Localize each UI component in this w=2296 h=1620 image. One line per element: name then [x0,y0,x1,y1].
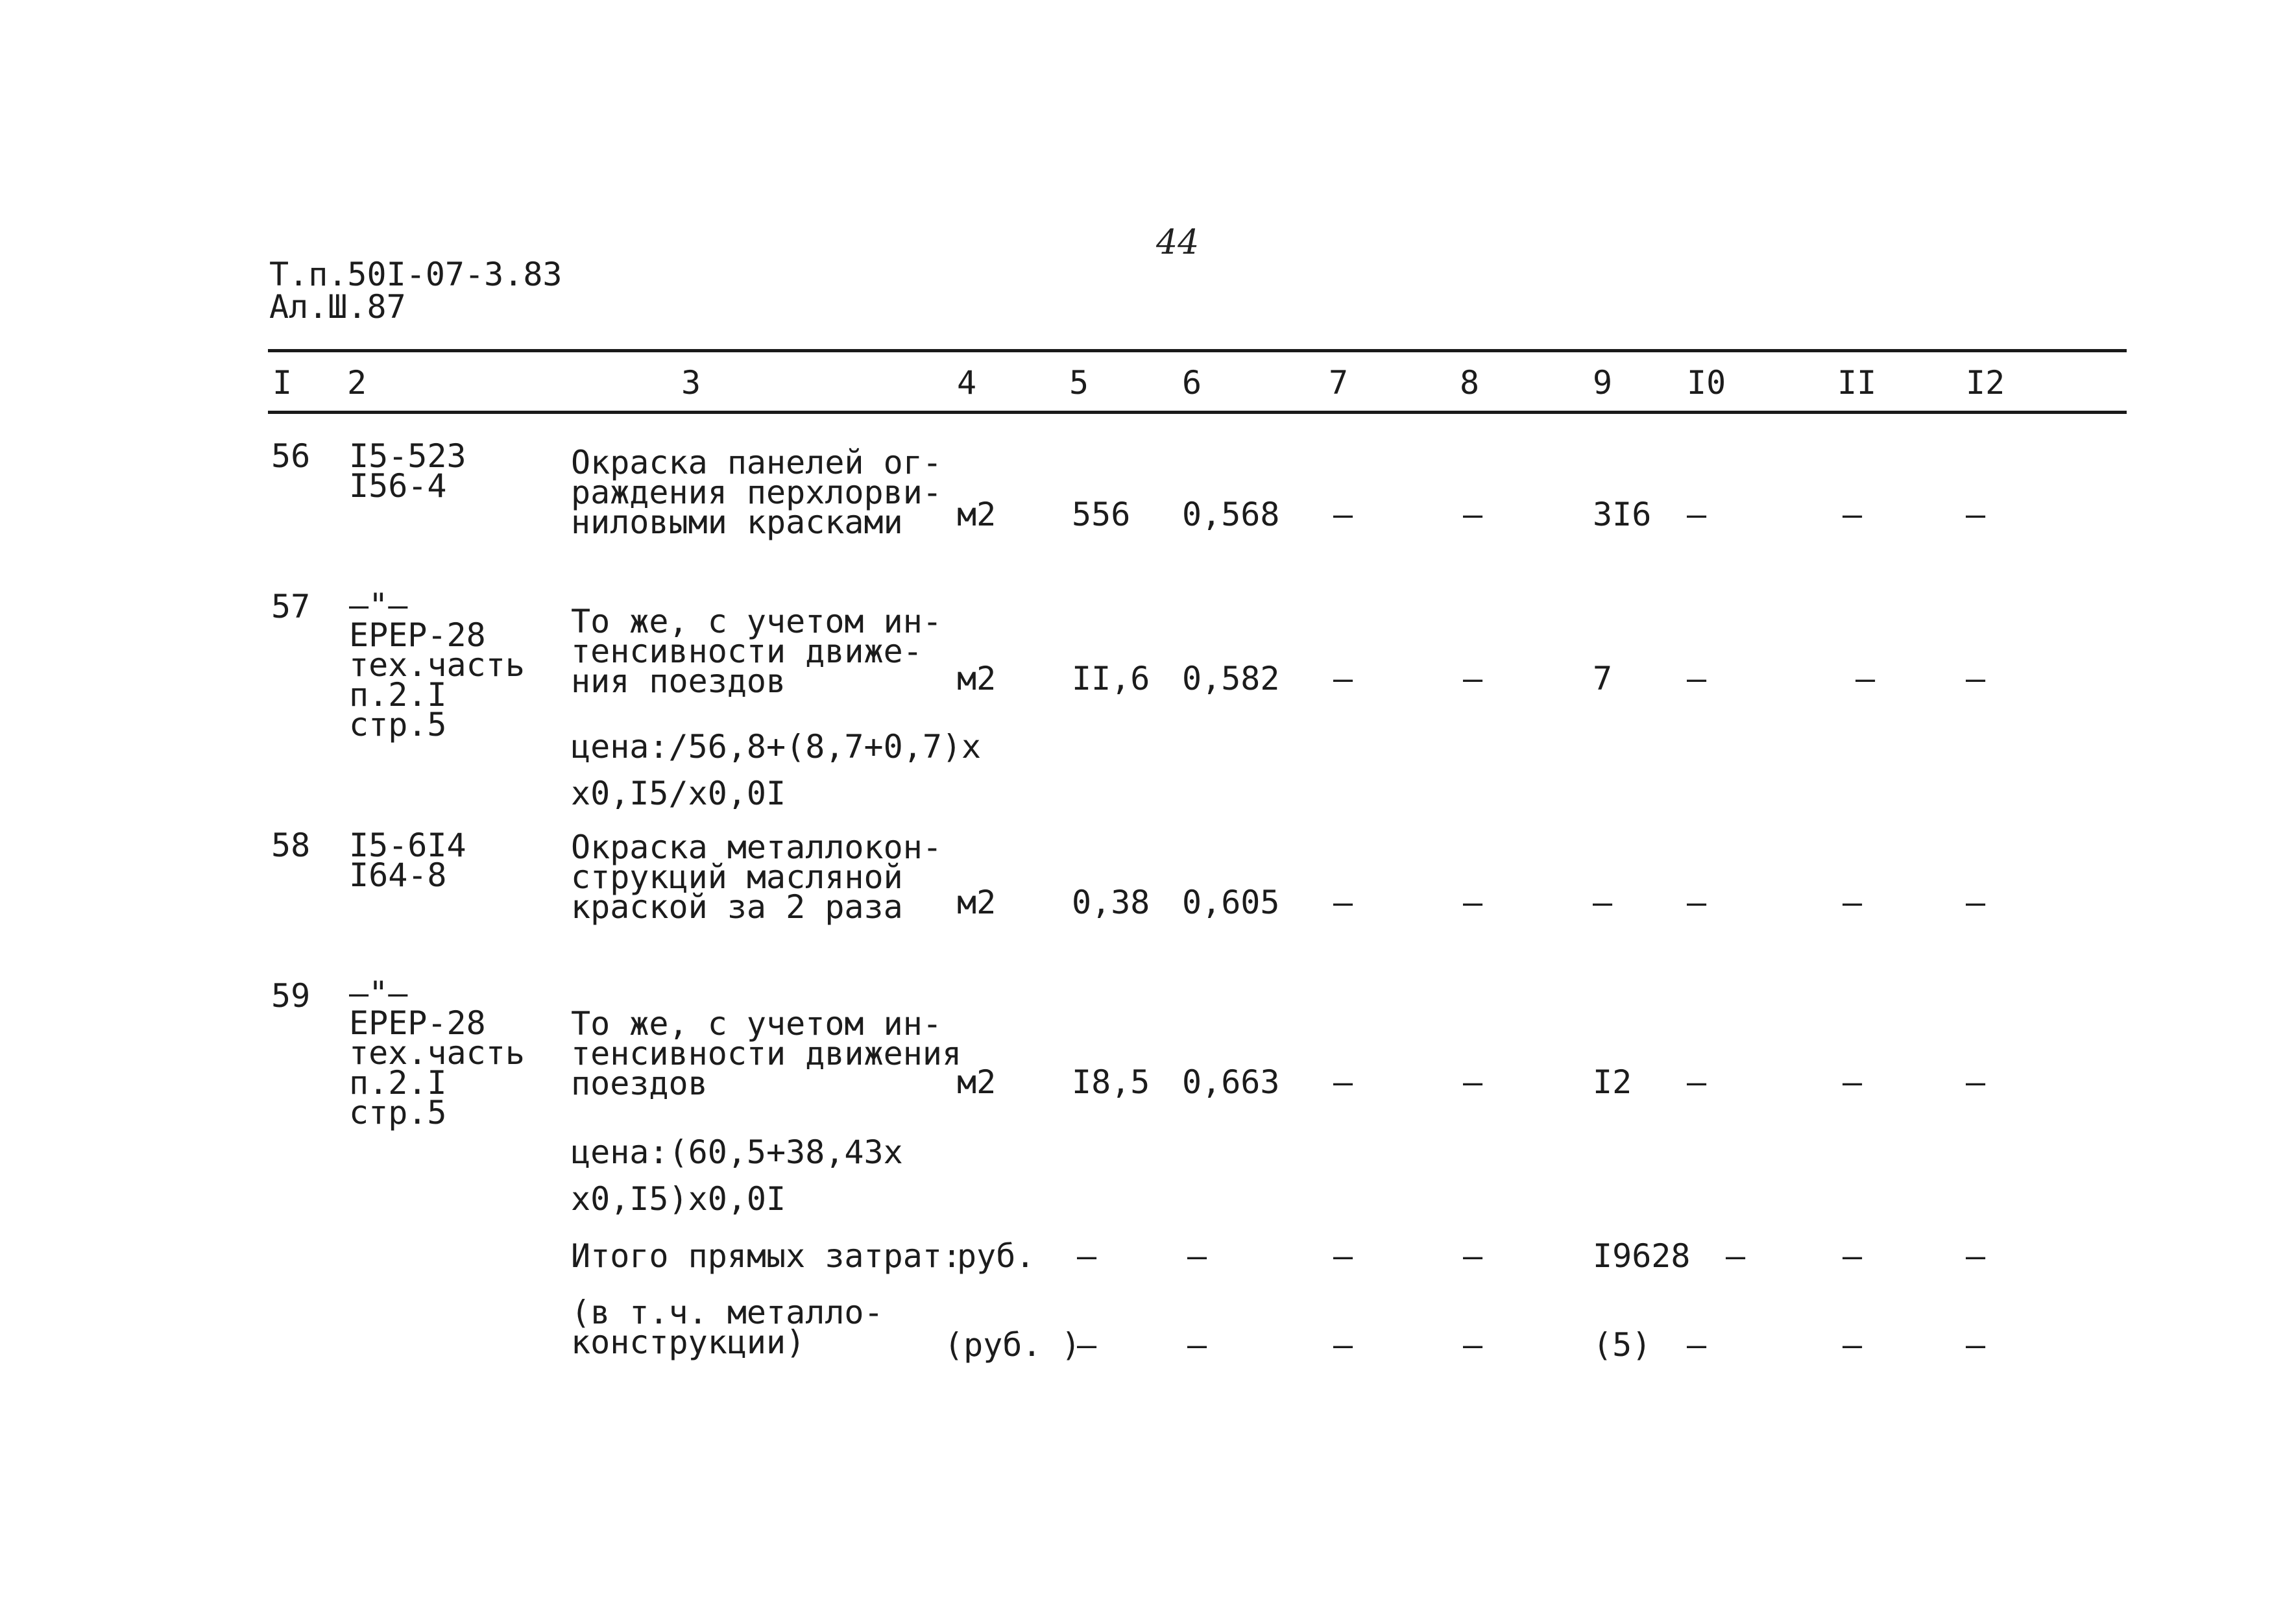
work-description: То же, с учетом ин- тенсивности движе- ния поездов [571,603,942,700]
norm-code: –"– ЕРЕР-28 тех.часть п.2.I стр.5 [349,974,525,1131]
metal-col6: – [1187,1326,1207,1364]
unit: м2 [957,1063,997,1101]
work-description: Окраска металлокон- струкций масляной краской за 2 раза [571,828,942,926]
quantity: I8,5 [1072,1063,1150,1101]
row-number: 57 [271,588,311,625]
page-number: 44 [1156,223,1200,262]
totals-col5: – [1077,1237,1097,1275]
col-header-1: I [272,364,293,402]
metal-col9: (5) [1593,1326,1652,1364]
row-number: 58 [271,827,311,864]
col-header-12: I2 [1966,364,2005,402]
row-number: 56 [271,437,311,475]
metal-col12: – [1966,1326,1986,1364]
col11-value: – [1855,660,1876,697]
metal-col5: – [1077,1326,1097,1364]
col12-value: – [1966,496,1986,533]
totals-col7: – [1333,1237,1353,1275]
norm-code: I5-523 I56-4 [349,437,466,505]
doc-code: Т.п.50I-07-3.83 [269,256,562,293]
metal-col10: – [1687,1326,1707,1364]
col11-value: – [1843,1063,1863,1101]
col11-value: – [1843,496,1863,533]
col-header-5: 5 [1069,364,1089,402]
metal-col7: – [1333,1326,1353,1364]
metal-col11: – [1843,1326,1863,1364]
col7-value: – [1333,660,1353,697]
col-header-6: 6 [1182,364,1202,402]
col7-value: – [1333,496,1353,533]
col10-value: – [1687,1063,1707,1101]
totals-col11: – [1843,1237,1863,1275]
work-description: То же, с учетом ин- тенсивности движения поездов [571,1005,962,1102]
col7-value: – [1333,1063,1353,1101]
totals-unit: руб. [957,1237,1035,1275]
col9-value: 3I6 [1593,496,1652,533]
unit-price: 0,663 [1182,1063,1280,1101]
unit-price: 0,582 [1182,660,1280,697]
col9-value: – [1593,884,1613,921]
totals-col10: – [1726,1237,1746,1275]
col8-value: – [1463,884,1483,921]
work-description: Окраска панелей ог- раждения перхлорви- ниловыми красками [571,444,942,541]
col10-value: – [1687,660,1707,697]
col-header-11: II [1837,364,1877,402]
col11-value: – [1843,884,1863,921]
col8-value: – [1463,1063,1483,1101]
price-formula: цена:(60,5+38,43х х0,I5)х0,0I [571,1133,903,1218]
col9-value: 7 [1593,660,1613,697]
totals-col12: – [1966,1237,1986,1275]
unit-price: 0,605 [1182,884,1280,921]
col-header-4: 4 [957,364,977,402]
norm-code: I5-6I4 I64-8 [349,827,466,894]
norm-code: –"– ЕРЕР-28 тех.часть п.2.I стр.5 [349,586,525,744]
table-top-rule [268,349,2127,352]
totals-label: Итого прямых затрат: [571,1237,962,1275]
metal-label: (в т.ч. металло- конструкции) [571,1294,884,1361]
unit: м2 [957,884,997,921]
album-code: Ал.Ш.87 [269,288,406,326]
totals-col8: – [1463,1237,1483,1275]
header-bottom-rule [268,411,2127,414]
col-header-7: 7 [1329,364,1349,402]
col-header-8: 8 [1460,364,1480,402]
col-header-9: 9 [1593,364,1613,402]
col12-value: – [1966,884,1986,921]
col-header-3: 3 [681,364,701,402]
col8-value: – [1463,660,1483,697]
totals-col9: I9628 [1593,1237,1691,1275]
quantity: II,6 [1072,660,1150,697]
col-header-2: 2 [347,364,367,402]
col10-value: – [1687,884,1707,921]
col9-value: I2 [1593,1063,1632,1101]
col8-value: – [1463,496,1483,533]
unit-price: 0,568 [1182,496,1280,533]
col-header-10: I0 [1687,364,1726,402]
col7-value: – [1333,884,1353,921]
quantity: 0,38 [1072,884,1150,921]
col12-value: – [1966,660,1986,697]
unit: м2 [957,496,997,533]
metal-col8: – [1463,1326,1483,1364]
price-formula: цена:/56,8+(8,7+0,7)х х0,I5/х0,0I [571,728,982,812]
quantity: 556 [1072,496,1131,533]
row-number: 59 [271,977,311,1015]
totals-col6: – [1187,1237,1207,1275]
unit: м2 [957,660,997,697]
col12-value: – [1966,1063,1986,1101]
metal-unit: (руб. ) [944,1326,1081,1364]
col10-value: – [1687,496,1707,533]
